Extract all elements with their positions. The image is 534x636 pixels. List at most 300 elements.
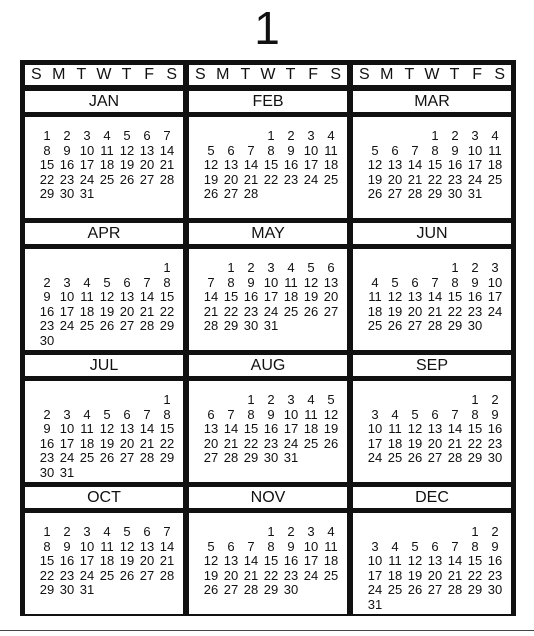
day-number: 16 xyxy=(263,421,279,436)
day-number: 20 xyxy=(407,303,423,319)
month-name: JUN xyxy=(353,223,511,244)
weekday-label: S xyxy=(358,66,370,83)
calendar-frame xyxy=(20,60,516,616)
day-number: 9 xyxy=(43,421,51,436)
day-number: 1 xyxy=(267,524,275,539)
day-number: 17 xyxy=(79,157,95,172)
day-number: 20 xyxy=(323,289,339,304)
day-number: 9 xyxy=(451,142,459,158)
day-number: 25 xyxy=(283,303,299,319)
day-number: 26 xyxy=(119,567,135,583)
weekday-label: T xyxy=(121,66,132,83)
day-number: 7 xyxy=(451,538,459,554)
empty-cell xyxy=(385,525,405,540)
day-number: 17 xyxy=(467,157,483,172)
day-number: 16 xyxy=(487,553,503,568)
day-number: 31 xyxy=(367,596,383,612)
day-number: 30 xyxy=(283,582,299,597)
day-number: 18 xyxy=(79,303,95,319)
month-days xyxy=(25,381,183,482)
day-number: 28 xyxy=(139,450,155,465)
day-number: 11 xyxy=(284,274,298,290)
day-number: 26 xyxy=(119,171,135,187)
page-baseline xyxy=(0,630,534,631)
day-number: 20 xyxy=(223,171,239,187)
day-number: 30 xyxy=(467,318,483,333)
day-number: 12 xyxy=(387,289,403,304)
day-number: 22 xyxy=(223,303,239,319)
day-number: 6 xyxy=(207,406,215,422)
weekday-header xyxy=(353,65,511,85)
month-days xyxy=(189,117,347,218)
day-number: 15 xyxy=(159,421,175,436)
day-number: 26 xyxy=(203,582,219,597)
day-number: 5 xyxy=(103,274,111,290)
day-number: 9 xyxy=(491,538,499,554)
month-name: MAR xyxy=(353,91,511,112)
day-number: 9 xyxy=(267,406,275,422)
day-number: 29 xyxy=(467,450,483,465)
day-number: 5 xyxy=(103,406,111,422)
day-number: 9 xyxy=(63,538,71,554)
day-number: 24 xyxy=(59,318,75,333)
day-number: 10 xyxy=(263,274,279,290)
day-number: 3 xyxy=(267,260,275,275)
empty-cell xyxy=(201,525,221,540)
day-number: 16 xyxy=(467,289,483,304)
month-days xyxy=(189,249,347,350)
day-number: 22 xyxy=(39,171,55,187)
day-number: 17 xyxy=(487,289,503,304)
day-number: 19 xyxy=(203,171,219,187)
day-number: 22 xyxy=(447,303,463,319)
day-number: 16 xyxy=(447,157,463,172)
day-number: 3 xyxy=(63,406,71,422)
empty-cell xyxy=(137,393,157,408)
empty-cell xyxy=(221,525,241,540)
day-grid xyxy=(37,129,177,202)
day-number: 29 xyxy=(263,582,279,597)
day-number: 4 xyxy=(327,128,335,143)
day-number: 28 xyxy=(223,450,239,465)
day-number: 27 xyxy=(223,186,239,201)
day-number: 15 xyxy=(467,553,483,568)
day-number: 20 xyxy=(139,157,155,172)
day-number: 4 xyxy=(307,392,315,407)
day-number: 27 xyxy=(407,318,423,333)
day-number: 9 xyxy=(471,274,479,290)
day-number: 8 xyxy=(227,274,235,290)
day-number: 3 xyxy=(471,128,479,143)
weekday-label: W xyxy=(260,66,276,83)
day-number: 4 xyxy=(83,406,91,422)
empty-cell xyxy=(241,525,261,540)
day-number: 19 xyxy=(323,421,339,436)
empty-cell xyxy=(425,393,445,408)
day-number: 9 xyxy=(491,406,499,422)
day-number: 14 xyxy=(447,421,463,436)
day-number: 8 xyxy=(471,406,479,422)
day-number: 6 xyxy=(431,406,439,422)
day-number: 24 xyxy=(467,171,483,187)
day-number: 22 xyxy=(467,567,483,583)
day-number: 13 xyxy=(223,553,239,568)
empty-cell xyxy=(365,261,385,276)
day-number: 25 xyxy=(79,318,95,333)
day-number: 1 xyxy=(43,128,51,143)
day-number: 3 xyxy=(307,524,315,539)
day-number: 30 xyxy=(487,450,503,465)
day-number: 26 xyxy=(99,318,115,333)
day-number: 2 xyxy=(63,524,71,539)
day-number: 29 xyxy=(159,450,175,465)
day-number: 28 xyxy=(159,567,175,583)
empty-cell xyxy=(425,525,445,540)
day-number: 12 xyxy=(323,406,339,422)
day-number: 6 xyxy=(143,128,151,143)
day-number: 1 xyxy=(43,524,51,539)
day-number: 16 xyxy=(39,435,55,451)
day-number: 13 xyxy=(323,274,339,290)
day-number: 3 xyxy=(83,128,91,143)
day-number: 25 xyxy=(99,171,115,187)
day-number: 14 xyxy=(427,289,443,304)
day-number: 17 xyxy=(263,289,279,304)
day-number: 9 xyxy=(287,538,295,554)
day-number: 24 xyxy=(367,450,383,465)
day-number: 24 xyxy=(303,171,319,187)
day-number: 12 xyxy=(119,538,135,554)
day-number: 25 xyxy=(79,450,95,465)
day-number: 28 xyxy=(243,582,259,597)
day-number: 17 xyxy=(303,553,319,568)
weekday-label: T xyxy=(404,66,415,83)
day-number: 19 xyxy=(99,435,115,451)
day-number: 8 xyxy=(247,406,255,422)
day-number: 3 xyxy=(491,260,499,275)
day-number: 16 xyxy=(59,553,75,568)
day-number: 31 xyxy=(59,464,75,480)
day-number: 19 xyxy=(99,303,115,319)
calendar-column xyxy=(353,65,511,612)
day-number: 2 xyxy=(491,524,499,539)
day-number: 22 xyxy=(159,435,175,451)
day-number: 18 xyxy=(387,567,403,583)
calendar-column xyxy=(25,65,183,612)
day-number: 23 xyxy=(59,171,75,187)
day-number: 4 xyxy=(103,128,111,143)
day-number: 28 xyxy=(243,186,259,201)
day-number: 8 xyxy=(471,538,479,554)
day-number: 6 xyxy=(123,406,131,422)
month-name: JAN xyxy=(25,91,183,112)
day-number: 14 xyxy=(203,289,219,304)
day-number: 27 xyxy=(427,450,443,465)
day-number: 3 xyxy=(371,538,379,554)
month-name: SEP xyxy=(353,355,511,376)
day-number: 26 xyxy=(407,582,423,597)
day-number: 10 xyxy=(79,538,95,554)
day-number: 29 xyxy=(159,318,175,333)
day-number: 14 xyxy=(243,553,259,568)
day-number: 14 xyxy=(223,421,239,436)
day-number: 8 xyxy=(267,538,275,554)
weekday-label: M xyxy=(52,66,66,83)
day-number: 23 xyxy=(283,567,299,583)
day-number: 29 xyxy=(39,582,55,597)
weekday-label: W xyxy=(96,66,112,83)
day-number: 15 xyxy=(39,157,55,172)
day-number: 28 xyxy=(203,318,219,333)
day-number: 30 xyxy=(447,186,463,201)
day-number: 14 xyxy=(159,538,175,554)
weekday-label: F xyxy=(144,66,154,83)
day-number: 5 xyxy=(307,260,315,275)
day-number: 27 xyxy=(139,171,155,187)
day-number: 4 xyxy=(327,524,335,539)
empty-cell xyxy=(117,261,137,276)
day-number: 11 xyxy=(80,421,94,436)
month-days xyxy=(353,249,511,350)
day-grid xyxy=(201,525,341,598)
day-number: 25 xyxy=(487,171,503,187)
day-number: 14 xyxy=(243,157,259,172)
day-number: 10 xyxy=(283,406,299,422)
day-number: 21 xyxy=(139,303,155,319)
day-number: 1 xyxy=(451,260,459,275)
day-number: 21 xyxy=(159,157,175,172)
day-number: 28 xyxy=(447,582,463,597)
day-number: 15 xyxy=(427,157,443,172)
weekday-label: M xyxy=(216,66,230,83)
month-name: JUL xyxy=(25,355,183,376)
day-number: 23 xyxy=(59,567,75,583)
day-number: 19 xyxy=(387,303,403,319)
day-number: 7 xyxy=(247,142,255,158)
day-number: 13 xyxy=(203,421,219,436)
month-name: APR xyxy=(25,223,183,244)
day-number: 19 xyxy=(303,289,319,304)
day-number: 5 xyxy=(123,524,131,539)
day-number: 8 xyxy=(43,142,51,158)
day-number: 5 xyxy=(207,142,215,158)
day-number: 26 xyxy=(303,303,319,319)
day-number: 13 xyxy=(427,421,443,436)
day-number: 7 xyxy=(143,406,151,422)
day-number: 25 xyxy=(323,171,339,187)
day-number: 14 xyxy=(159,142,175,158)
empty-cell xyxy=(201,393,221,408)
day-number: 27 xyxy=(203,450,219,465)
day-number: 18 xyxy=(323,553,339,568)
day-number: 30 xyxy=(243,318,259,333)
weekday-label: S xyxy=(194,66,206,83)
weekday-label: S xyxy=(330,66,341,83)
day-number: 28 xyxy=(139,318,155,333)
day-number: 20 xyxy=(387,171,403,187)
day-number: 16 xyxy=(59,157,75,172)
day-number: 5 xyxy=(391,274,399,290)
weekday-header xyxy=(189,65,347,85)
day-number: 5 xyxy=(327,392,335,407)
day-number: 21 xyxy=(447,567,463,583)
day-number: 23 xyxy=(487,567,503,583)
day-number: 7 xyxy=(163,524,171,539)
weekday-label: F xyxy=(308,66,318,83)
day-number: 25 xyxy=(367,318,383,333)
day-number: 1 xyxy=(227,260,235,275)
day-number: 16 xyxy=(283,157,299,172)
month-days xyxy=(353,513,511,614)
day-number: 18 xyxy=(303,421,319,436)
day-number: 22 xyxy=(427,171,443,187)
day-number: 24 xyxy=(79,171,95,187)
day-number: 20 xyxy=(119,303,135,319)
empty-cell xyxy=(137,261,157,276)
day-number: 16 xyxy=(283,553,299,568)
day-number: 12 xyxy=(99,421,115,436)
day-number: 24 xyxy=(283,435,299,451)
day-number: 7 xyxy=(431,274,439,290)
day-number: 2 xyxy=(43,406,51,422)
day-number: 12 xyxy=(407,421,423,436)
day-number: 19 xyxy=(407,567,423,583)
day-number: 2 xyxy=(63,128,71,143)
day-number: 11 xyxy=(368,289,382,304)
day-number: 8 xyxy=(43,538,51,554)
day-number: 10 xyxy=(367,553,383,568)
day-number: 16 xyxy=(39,303,55,319)
day-number: 5 xyxy=(411,538,419,554)
weekday-label: F xyxy=(472,66,482,83)
day-number: 31 xyxy=(79,582,95,597)
day-number: 1 xyxy=(163,260,171,275)
day-number: 19 xyxy=(407,435,423,451)
day-number: 6 xyxy=(431,538,439,554)
day-number: 10 xyxy=(303,142,319,158)
month-name: NOV xyxy=(189,487,347,508)
empty-cell xyxy=(365,525,385,540)
day-number: 19 xyxy=(203,567,219,583)
calendar-title: 1 xyxy=(254,2,280,54)
day-number: 20 xyxy=(203,435,219,451)
day-number: 10 xyxy=(367,421,383,436)
empty-cell xyxy=(405,393,425,408)
month-days xyxy=(189,513,347,614)
weekday-label: T xyxy=(76,66,87,83)
day-number: 21 xyxy=(243,171,259,187)
empty-cell xyxy=(97,393,117,408)
empty-cell xyxy=(425,261,445,276)
day-number: 22 xyxy=(243,435,259,451)
day-number: 2 xyxy=(287,524,295,539)
empty-cell xyxy=(77,261,97,276)
day-number: 11 xyxy=(324,142,338,158)
day-number: 23 xyxy=(487,435,503,451)
day-number: 31 xyxy=(467,186,483,201)
day-number: 19 xyxy=(367,171,383,187)
day-number: 17 xyxy=(79,553,95,568)
day-number: 1 xyxy=(431,128,439,143)
day-number: 23 xyxy=(243,303,259,319)
day-number: 14 xyxy=(407,157,423,172)
day-number: 17 xyxy=(59,303,75,319)
day-number: 1 xyxy=(267,128,275,143)
day-number: 23 xyxy=(263,435,279,451)
day-number: 26 xyxy=(367,186,383,201)
month-name: MAY xyxy=(189,223,347,244)
day-number: 17 xyxy=(303,157,319,172)
day-number: 29 xyxy=(467,582,483,597)
day-number: 28 xyxy=(427,318,443,333)
day-number: 4 xyxy=(391,538,399,554)
day-number: 6 xyxy=(411,274,419,290)
day-number: 3 xyxy=(63,274,71,290)
month-days xyxy=(25,513,183,614)
day-number: 31 xyxy=(79,186,95,201)
day-number: 6 xyxy=(327,260,335,275)
day-number: 13 xyxy=(223,157,239,172)
day-number: 23 xyxy=(447,171,463,187)
month-name: OCT xyxy=(25,487,183,508)
day-number: 6 xyxy=(227,538,235,554)
day-number: 13 xyxy=(387,157,403,172)
day-number: 10 xyxy=(303,538,319,554)
day-number: 24 xyxy=(487,303,503,319)
day-number: 12 xyxy=(203,553,219,568)
day-number: 30 xyxy=(59,582,75,597)
month-days xyxy=(25,117,183,218)
empty-cell xyxy=(241,129,261,144)
day-number: 22 xyxy=(467,435,483,451)
empty-cell xyxy=(37,393,57,408)
empty-cell xyxy=(57,393,77,408)
day-number: 18 xyxy=(79,435,95,451)
empty-cell xyxy=(385,129,405,144)
day-grid xyxy=(365,261,505,334)
day-number: 20 xyxy=(427,567,443,583)
day-number: 4 xyxy=(391,406,399,422)
day-number: 15 xyxy=(223,289,239,304)
day-number: 19 xyxy=(119,157,135,172)
empty-cell xyxy=(405,261,425,276)
day-number: 15 xyxy=(243,421,259,436)
day-number: 20 xyxy=(223,567,239,583)
day-number: 29 xyxy=(427,186,443,201)
day-number: 19 xyxy=(119,553,135,568)
day-number: 8 xyxy=(163,274,171,290)
empty-cell xyxy=(201,261,221,276)
day-number: 14 xyxy=(139,421,155,436)
day-number: 13 xyxy=(407,289,423,304)
day-number: 29 xyxy=(223,318,239,333)
day-grid xyxy=(37,261,177,348)
empty-cell xyxy=(57,261,77,276)
day-number: 23 xyxy=(467,303,483,319)
day-number: 21 xyxy=(223,435,239,451)
weekday-label: M xyxy=(380,66,394,83)
day-number: 4 xyxy=(287,260,295,275)
day-number: 26 xyxy=(323,435,339,451)
day-number: 27 xyxy=(387,186,403,201)
day-number: 15 xyxy=(263,553,279,568)
day-number: 2 xyxy=(267,392,275,407)
day-number: 22 xyxy=(39,567,55,583)
day-number: 28 xyxy=(447,450,463,465)
day-number: 9 xyxy=(287,142,295,158)
day-number: 2 xyxy=(491,392,499,407)
weekday-label: S xyxy=(166,66,177,83)
